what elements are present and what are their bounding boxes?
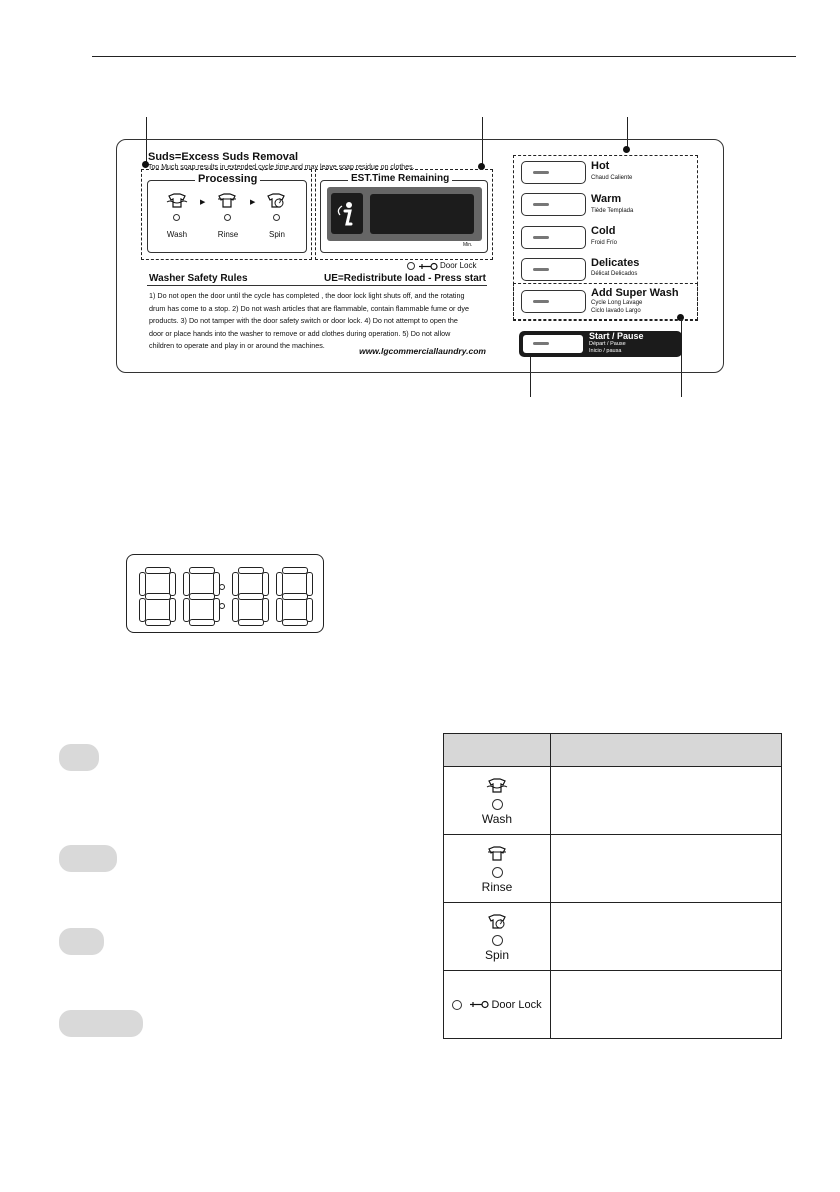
display-segment [189,619,215,626]
delicates-button[interactable] [521,258,586,281]
display-segment [262,572,269,596]
wash-icon [166,193,188,209]
start-pause-key[interactable] [523,335,583,353]
display-segment [262,598,269,622]
table-header-cell [551,734,782,767]
hot-sublabel: Chaud Caliente [591,175,633,181]
display-segment [238,619,264,626]
door-lock-led [452,1000,462,1010]
wash-led [492,799,503,810]
display-segment [145,619,171,626]
super-wash-sublabel: Ciclo lavado Largo [591,308,641,314]
info-button[interactable] [331,193,363,234]
start-pause-sublabel: Inicio / pausa [589,348,622,354]
display-segment [183,598,190,622]
safety-rules-title: Washer Safety Rules [149,273,248,284]
table-icon-cell [444,903,551,971]
safety-rules-divider [147,285,487,286]
ue-note: UE=Redistribute load - Press start [324,273,486,284]
safety-rule-line: 1) Do not open the door until the cycle has completed , the door lock light shuts off, and the rotating [149,291,465,300]
button-indicator [533,268,549,271]
display-segment [139,572,146,596]
table-header-cell [444,734,551,767]
page-top-rule [92,56,796,57]
warm-sublabel: Tiède Templada [591,208,634,214]
safety-rule-line: children to operate and play in or around the machines. [149,341,325,351]
table-row [444,767,782,835]
cold-sublabel: Froid Frío [591,240,618,246]
label-tag [59,1010,143,1037]
start-pause-label: Start / Pause [589,331,644,341]
spin-icon [486,914,508,930]
arrow-icon: ▶ [200,199,206,206]
safety-rule-line: products. 3) Do not tamper with the door safety switch or door lock. 4) Do not attempt to open the [149,316,458,326]
display-segment [282,567,308,574]
label-tag [59,928,104,955]
wash-icon [486,778,508,794]
table-desc-cell [551,835,782,903]
door-lock-label: Door Lock [440,261,477,270]
cold-label: Cold [591,225,616,237]
super-wash-label: Add Super Wash [591,287,679,299]
suds-title: Suds=Excess Suds Removal [148,151,299,163]
display-segment [189,593,215,600]
table-header-row [444,734,782,767]
rinse-led [492,867,503,878]
warm-label: Warm [591,193,622,205]
display-segment [282,619,308,626]
rinse-icon [216,193,238,209]
safety-rule-line: drum has come to a stop. 2) Do not wash articles that are flammable, contain flammable fume or dye [149,303,469,313]
spin-label: Spin [484,947,510,962]
indicator-legend-table [443,733,782,1039]
wash-led [173,214,180,221]
table-desc-cell [551,903,782,971]
display-segment [238,567,264,574]
table-desc-cell [551,767,782,835]
arrow-icon: ▶ [250,199,256,206]
key-icon [469,1000,489,1009]
spin-icon [265,193,287,209]
warm-button[interactable] [521,193,586,216]
website-url: www.lgcommerciallaundry.com [359,346,486,356]
display-colon-dot [219,603,225,609]
delicates-label: Delicates [591,257,640,269]
display-segment [238,593,264,600]
cold-button[interactable] [521,226,586,249]
safety-rules-text [149,290,489,353]
rinse-label: Rinse [217,230,239,239]
display-segment [282,593,308,600]
spin-led [492,935,503,946]
display-segment [169,572,176,596]
add-super-wash-button[interactable] [521,290,586,313]
display-segment [232,572,239,596]
display-segment [145,593,171,600]
display-segment [189,567,215,574]
est-title: EST.Time Remaining [348,173,452,184]
display-segment [183,572,190,596]
display-segment [139,598,146,622]
rinse-led [224,214,231,221]
est-time-display [370,194,474,234]
button-indicator [533,342,549,345]
door-lock-led [407,262,415,270]
rinse-icon [486,846,508,862]
display-colon-dot [219,584,225,590]
table-icon-cell [444,767,551,835]
display-segment [276,598,283,622]
table-row [444,835,782,903]
table-icon-cell [444,835,551,903]
display-segment [213,598,220,622]
display-segment [306,598,313,622]
start-pause-sublabel: Départ / Pause [589,341,626,347]
table-row [444,903,782,971]
rinse-label: Rinse [481,879,513,894]
display-segment [169,598,176,622]
table-icon-cell [444,971,551,1039]
display-segment [232,598,239,622]
suds-note: Too Much soap results in extended cycle time and may leave soap residue on clothes. [148,164,415,171]
est-unit-label: Min. [463,242,473,248]
spin-led [273,214,280,221]
display-segment [276,572,283,596]
door-lock-label: Door Lock [491,998,542,1011]
key-icon [418,262,438,271]
label-tag [59,744,99,771]
super-wash-sublabel: Cycle Long Lavage [591,300,643,306]
table-desc-cell [551,971,782,1039]
spin-label: Spin [268,230,285,239]
info-icon [331,193,363,234]
delicates-sublabel: Délicat Delicados [591,271,638,277]
button-indicator [533,203,549,206]
display-segment [306,572,313,596]
button-indicator [533,171,549,174]
hot-button[interactable] [521,161,586,184]
display-segment [145,567,171,574]
button-indicator [533,300,549,303]
wash-label: Wash [481,811,513,826]
table-row [444,971,782,1039]
wash-label: Wash [166,230,188,239]
label-tag [59,845,117,872]
processing-title: Processing [195,173,260,185]
hot-label: Hot [591,160,610,172]
safety-rule-line: door or place hands into the washer to remove or add clothes during operation. 5) Do not allow [149,328,451,338]
button-indicator [533,236,549,239]
